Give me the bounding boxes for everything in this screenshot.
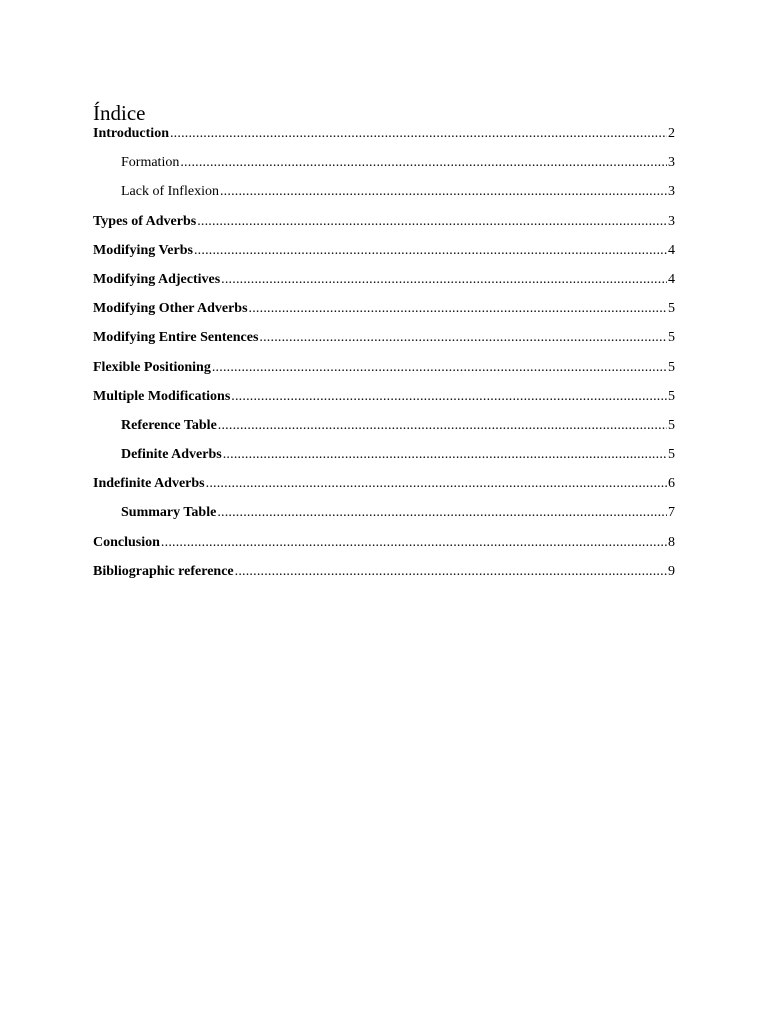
toc-entry-page-number: 7 [668,505,675,521]
toc-entry-page-number: 5 [668,359,675,375]
toc-entry-page-number: 2 [668,126,675,141]
toc-entry-label: Modifying Adjectives [93,271,221,287]
toc-entry-page-number: 8 [668,534,675,550]
toc-entry-label: Introduction [93,126,169,141]
toc-entry[interactable] [93,535,675,564]
toc-entry-label: Definite Adverbs [121,447,222,463]
toc-entry[interactable] [93,389,675,418]
toc-entry-page-number: 3 [668,213,675,229]
toc-entry-label: Indefinite Adverbs [93,476,205,492]
toc-entry[interactable] [93,272,675,301]
toc-entry-page-number: 3 [668,155,675,171]
toc-entry[interactable] [93,184,675,213]
dot-leader [170,126,667,142]
toc-entry-label: Modifying Verbs [93,242,193,258]
dot-leader [249,301,667,317]
toc-heading: Índice [93,101,146,125]
dot-leader [221,272,667,288]
dot-leader [217,505,667,521]
toc-entry-page-number: 5 [668,417,675,433]
toc-list [93,126,675,593]
toc-entry-label: Summary Table [121,505,217,521]
document-page [93,100,675,593]
toc-entry[interactable] [93,418,675,447]
toc-entry-label: Reference Table [121,417,217,433]
dot-leader [218,418,667,434]
toc-entry-page-number: 3 [668,184,675,200]
toc-entry[interactable] [93,447,675,476]
toc-entry-label: Multiple Modifications [93,388,231,404]
toc-entry-page-number: 5 [668,447,675,463]
toc-entry-page-number: 5 [668,388,675,404]
toc-entry-page-number: 5 [668,330,675,346]
toc-entry-label: Modifying Other Adverbs [93,301,248,317]
toc-entry[interactable] [93,214,675,243]
dot-leader [197,214,667,230]
toc-entry-label: Types of Adverbs [93,213,197,229]
toc-entry[interactable] [93,476,675,505]
toc-entry-label: Bibliographic reference [93,563,234,579]
dot-leader [223,447,667,463]
dot-leader [220,184,667,200]
toc-entry[interactable] [93,155,675,184]
toc-entry[interactable] [93,505,675,534]
toc-entry-label: Conclusion [93,534,160,550]
dot-leader [180,155,667,171]
toc-entry-page-number: 5 [668,301,675,317]
dot-leader [212,360,667,376]
toc-entry-label: Modifying Entire Sentences [93,330,259,346]
dot-leader [161,535,667,551]
dot-leader [194,243,667,259]
toc-entry[interactable] [93,330,675,359]
toc-entry-label: Lack of Inflexion [121,184,219,200]
toc-entry[interactable] [93,301,675,330]
toc-entry-page-number: 6 [668,476,675,492]
toc-entry-page-number: 9 [668,563,675,579]
dot-leader [206,476,667,492]
toc-entry[interactable] [93,126,675,155]
toc-entry-label: Flexible Positioning [93,359,211,375]
toc-entry-page-number: 4 [668,242,675,258]
dot-leader [235,564,667,580]
toc-entry-page-number: 4 [668,271,675,287]
toc-entry[interactable] [93,243,675,272]
toc-entry-label: Formation [121,155,180,171]
toc-entry[interactable] [93,360,675,389]
toc-entry[interactable] [93,564,675,593]
dot-leader [259,330,667,346]
dot-leader [231,389,667,405]
